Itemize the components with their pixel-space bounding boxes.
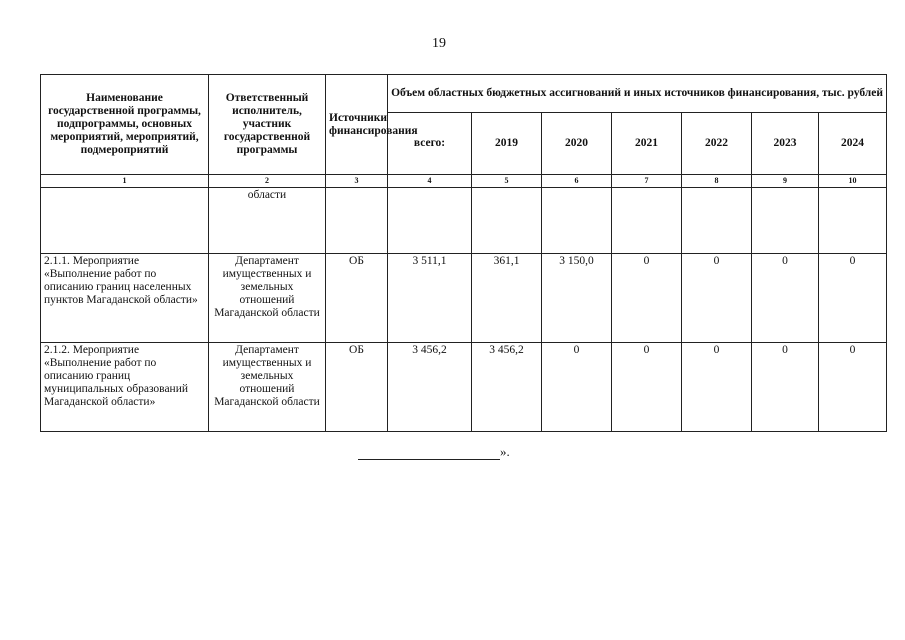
cell-empty — [542, 188, 612, 254]
header-year: 2023 — [752, 113, 819, 175]
column-number: 4 — [388, 175, 472, 188]
header-year: 2021 — [612, 113, 682, 175]
cell-empty — [612, 188, 682, 254]
cell-responsible: Департамент имущественных и земельных отношений Магаданской области — [209, 254, 326, 343]
cell-value: 3 150,0 — [542, 254, 612, 343]
cell-total: 3 456,2 — [388, 343, 472, 432]
cell-value: 0 — [752, 343, 819, 432]
cell-value: 0 — [682, 254, 752, 343]
column-number: 7 — [612, 175, 682, 188]
header-year: 2024 — [819, 113, 887, 175]
cell-responsible: Департамент имущественных и земельных отношений Магаданской области — [209, 343, 326, 432]
cell-name — [41, 188, 209, 254]
closing-quote — [358, 444, 518, 460]
budget-table — [40, 74, 887, 432]
cell-name: 2.1.1. Мероприятие «Выполнение работ по описанию границ населенных пунктов Магаданской области» — [41, 254, 209, 343]
column-number: 8 — [682, 175, 752, 188]
cell-value: 0 — [542, 343, 612, 432]
cell-source: ОБ — [326, 343, 388, 432]
header-year: 2020 — [542, 113, 612, 175]
page-number: 19 — [432, 36, 446, 51]
cell-responsible: области — [209, 188, 326, 254]
header-year: 2022 — [682, 113, 752, 175]
cell-value: 0 — [819, 343, 887, 432]
cell-value: 0 — [819, 254, 887, 343]
cell-empty — [472, 188, 542, 254]
cell-empty — [326, 188, 388, 254]
cell-source: ОБ — [326, 254, 388, 343]
cell-empty — [752, 188, 819, 254]
column-number: 10 — [819, 175, 887, 188]
column-number: 5 — [472, 175, 542, 188]
header-total: всего: — [388, 113, 472, 175]
closing-underline — [358, 449, 500, 460]
header-year: 2019 — [472, 113, 542, 175]
cell-empty — [682, 188, 752, 254]
column-number-row — [41, 175, 887, 188]
column-number: 2 — [209, 175, 326, 188]
table-row — [41, 343, 887, 432]
cell-value: 3 456,2 — [472, 343, 542, 432]
cell-empty — [388, 188, 472, 254]
cell-value: 361,1 — [472, 254, 542, 343]
header-volume: Объем областных бюджетных ассигнований и иных источников финансирования, тыс. рублей — [388, 75, 887, 113]
cell-value: 0 — [752, 254, 819, 343]
cell-value: 0 — [612, 343, 682, 432]
header-responsible: Ответственный исполнитель, участник государственной программы — [209, 75, 326, 175]
cell-value: 0 — [682, 343, 752, 432]
column-number: 6 — [542, 175, 612, 188]
header-name: Наименование государственной программы, подпрограммы, основных мероприятий, мероприятий, подмероприятий — [41, 75, 209, 175]
cell-name: 2.1.2. Мероприятие «Выполнение работ по описанию границ муниципальных образований Магаданской области» — [41, 343, 209, 432]
continuation-row — [41, 188, 887, 254]
column-number: 1 — [41, 175, 209, 188]
cell-total: 3 511,1 — [388, 254, 472, 343]
column-number: 9 — [752, 175, 819, 188]
column-number: 3 — [326, 175, 388, 188]
cell-value: 0 — [612, 254, 682, 343]
header-source: Источники финансирования — [326, 75, 388, 175]
cell-empty — [819, 188, 887, 254]
closing-mark: ». — [500, 444, 510, 459]
table-row — [41, 254, 887, 343]
